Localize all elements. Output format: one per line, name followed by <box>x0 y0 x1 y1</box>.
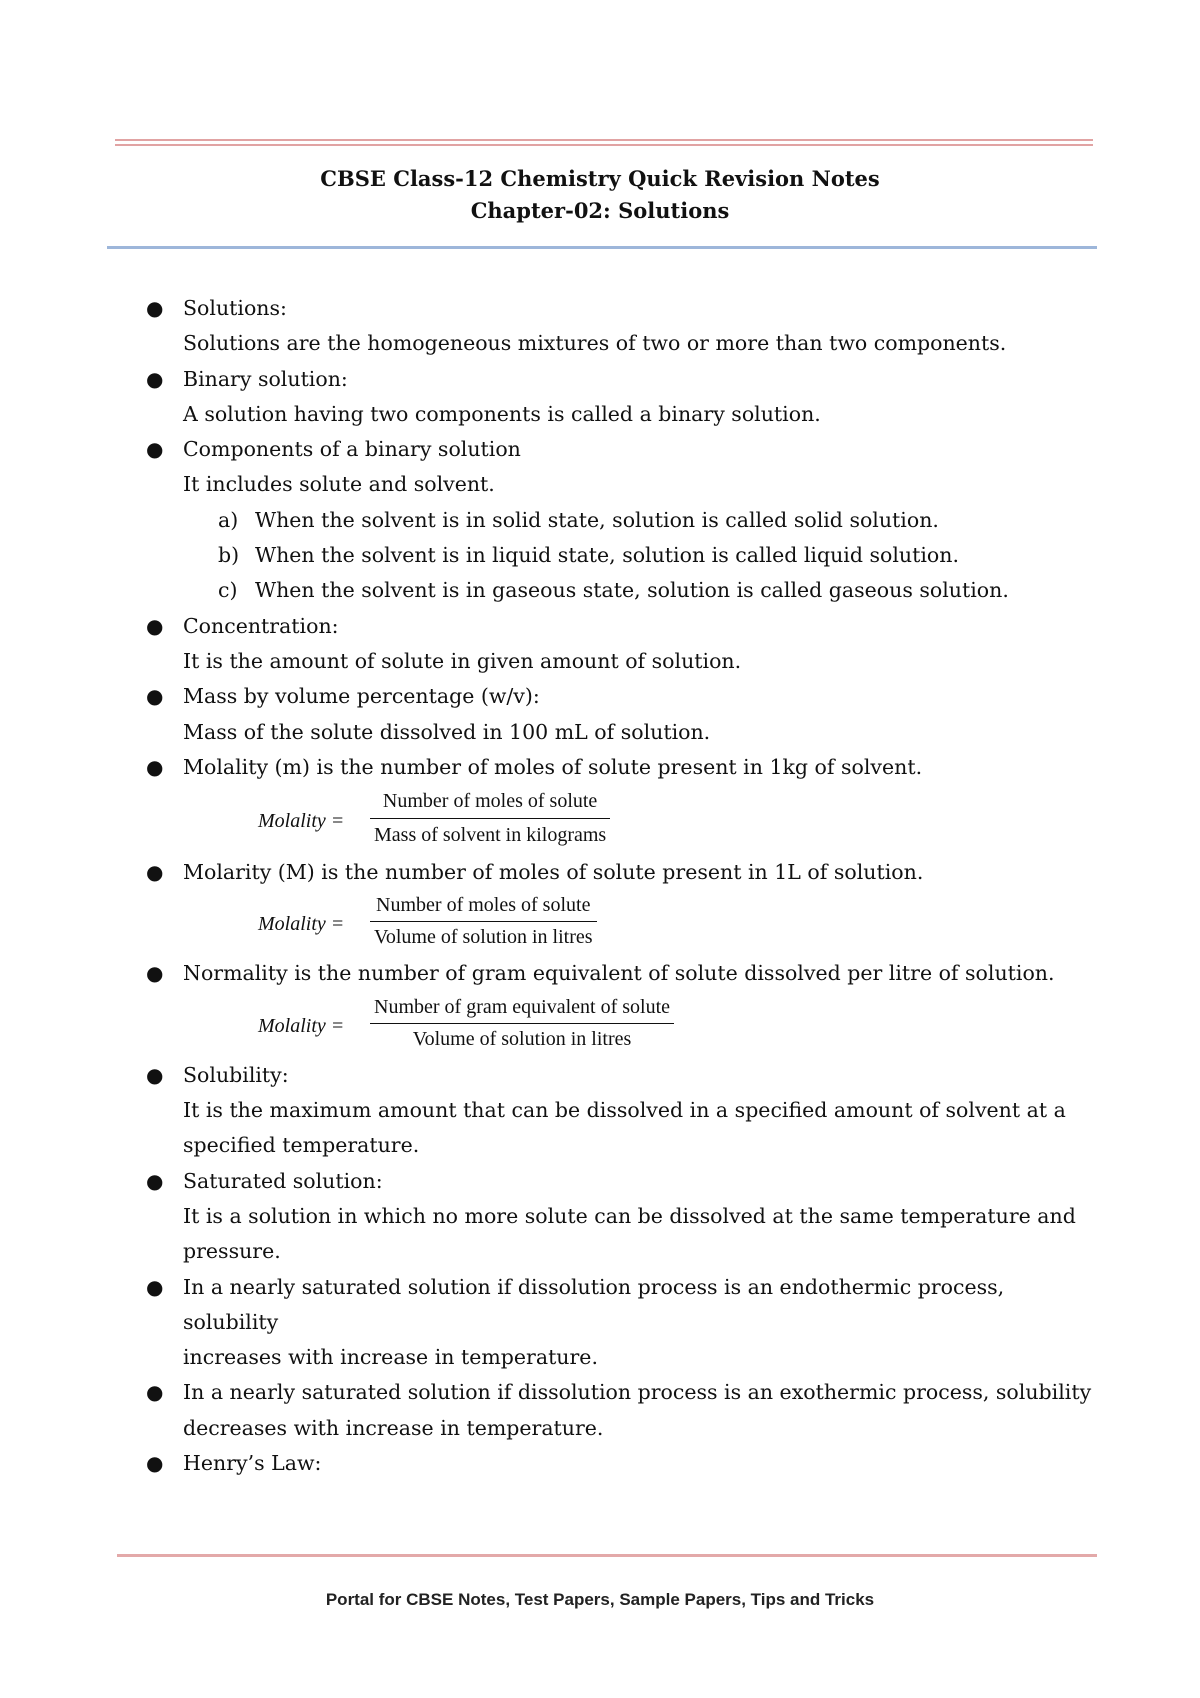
list-item-mass-by-volume <box>140 679 1105 750</box>
item-text: It is the amount of solute in given amount of solution. <box>183 648 742 673</box>
item-text-line1: In a nearly saturated solution if dissolution process is an endothermic process, solubility <box>183 1274 1005 1334</box>
item-text-line1: It is a solution in which no more solute can be dissolved at the same temperature and <box>183 1203 1076 1228</box>
item-text-line1: It is the maximum amount that can be dissolved in a specified amount of solvent at a <box>183 1098 1066 1123</box>
list-item-components <box>140 432 1105 503</box>
bullet-icon: ● <box>146 366 164 391</box>
item-text: A solution having two components is called a binary solution. <box>183 401 821 426</box>
sub-item-liquid <box>140 538 1105 573</box>
top-rule-outer <box>115 139 1093 141</box>
formula-fraction <box>370 785 610 852</box>
bullet-icon: ● <box>146 754 164 779</box>
item-heading: Solubility: <box>183 1062 289 1087</box>
bullet-icon: ● <box>146 1451 164 1476</box>
list-item-endothermic <box>140 1270 1105 1376</box>
notes-list <box>140 291 1105 1481</box>
item-text: Molality (m) is the number of moles of solute present in 1kg of solvent. <box>183 754 923 779</box>
bullet-icon: ● <box>146 437 164 462</box>
sub-item-text: When the solvent is in solid state, solution is called solid solution. <box>255 507 939 532</box>
item-text: Normality is the number of gram equivalent of solute dissolved per litre of solution. <box>183 961 1055 986</box>
list-item-normality <box>140 956 1105 991</box>
formula-fraction <box>370 890 597 953</box>
bullet-icon: ● <box>146 613 164 638</box>
sub-item-text: When the solvent is in gaseous state, solution is called gaseous solution. <box>255 578 1009 603</box>
item-text: Molarity (M) is the number of moles of solute present in 1L of solution. <box>183 860 924 885</box>
item-heading: Concentration: <box>183 613 339 638</box>
normality-formula <box>140 992 1105 1058</box>
document-header <box>0 163 1200 227</box>
bullet-icon: ● <box>146 961 164 986</box>
item-text-line1: In a nearly saturated solution if dissolution process is an exothermic process, solubility <box>183 1380 1092 1405</box>
list-item-solutions <box>140 291 1105 362</box>
formula-numerator: Number of moles of solute <box>370 890 597 922</box>
item-heading: Saturated solution: <box>183 1168 383 1193</box>
item-text-line2: decreases with increase in temperature. <box>183 1415 604 1440</box>
sub-marker: b) <box>218 543 240 568</box>
item-text-line2: pressure. <box>183 1239 281 1264</box>
sub-item-text: When the solvent is in liquid state, solution is called liquid solution. <box>255 543 959 568</box>
item-text: Solutions are the homogeneous mixtures of two or more than two components. <box>183 331 1007 356</box>
item-text: Mass of the solute dissolved in 100 mL of solution. <box>183 719 711 744</box>
molality-formula <box>140 785 1105 855</box>
bullet-icon: ● <box>146 1380 164 1405</box>
sub-marker: a) <box>218 507 239 532</box>
bullet-icon: ● <box>146 1168 164 1193</box>
item-text: It includes solute and solvent. <box>183 472 495 497</box>
list-item-concentration <box>140 609 1105 680</box>
sub-item-gaseous <box>140 573 1105 608</box>
list-item-henrys-law <box>140 1446 1105 1481</box>
item-text-line2: specified temperature. <box>183 1133 420 1158</box>
item-heading: Henry’s Law: <box>183 1451 322 1476</box>
top-rule-inner <box>115 144 1093 146</box>
bullet-icon: ● <box>146 860 164 885</box>
formula-lhs: Molality = <box>258 1014 345 1037</box>
footer-divider <box>117 1554 1097 1557</box>
formula-lhs: Molality = <box>258 913 345 936</box>
list-item-binary-solution <box>140 362 1105 433</box>
item-heading: Solutions: <box>183 296 287 320</box>
sub-item-solid <box>140 503 1105 538</box>
item-text-line2: increases with increase in temperature. <box>183 1345 598 1370</box>
item-heading: Mass by volume percentage (w/v): <box>183 684 540 709</box>
list-item-solubility <box>140 1058 1105 1164</box>
bullet-icon: ● <box>146 1274 164 1299</box>
chapter-title: Chapter-02: Solutions <box>470 198 730 223</box>
document-title: CBSE Class-12 Chemistry Quick Revision Notes <box>320 166 880 191</box>
formula-denominator: Mass of solvent in kilograms <box>374 824 607 847</box>
molarity-formula <box>140 890 1105 956</box>
item-heading: Binary solution: <box>183 366 348 391</box>
item-heading: Components of a binary solution <box>183 437 521 462</box>
formula-denominator: Volume of solution in litres <box>374 926 593 949</box>
list-item-saturated-solution <box>140 1164 1105 1270</box>
list-item-molality <box>140 750 1105 785</box>
sub-marker: c) <box>218 578 238 603</box>
list-item-exothermic <box>140 1375 1105 1446</box>
bullet-icon: ● <box>146 684 164 709</box>
formula-numerator: Number of moles of solute <box>370 785 610 819</box>
formula-denominator: Volume of solution in litres <box>412 1027 632 1050</box>
formula-lhs: Molality = <box>258 810 345 833</box>
bullet-icon: ● <box>146 1062 164 1087</box>
formula-fraction <box>370 992 674 1055</box>
formula-numerator: Number of gram equivalent of solute <box>370 992 674 1024</box>
footer-text: Portal for CBSE Notes, Test Papers, Sample Papers, Tips and Tricks <box>325 1590 875 1609</box>
list-item-molarity <box>140 855 1105 890</box>
header-divider <box>107 246 1097 249</box>
bullet-icon: ● <box>146 296 164 320</box>
